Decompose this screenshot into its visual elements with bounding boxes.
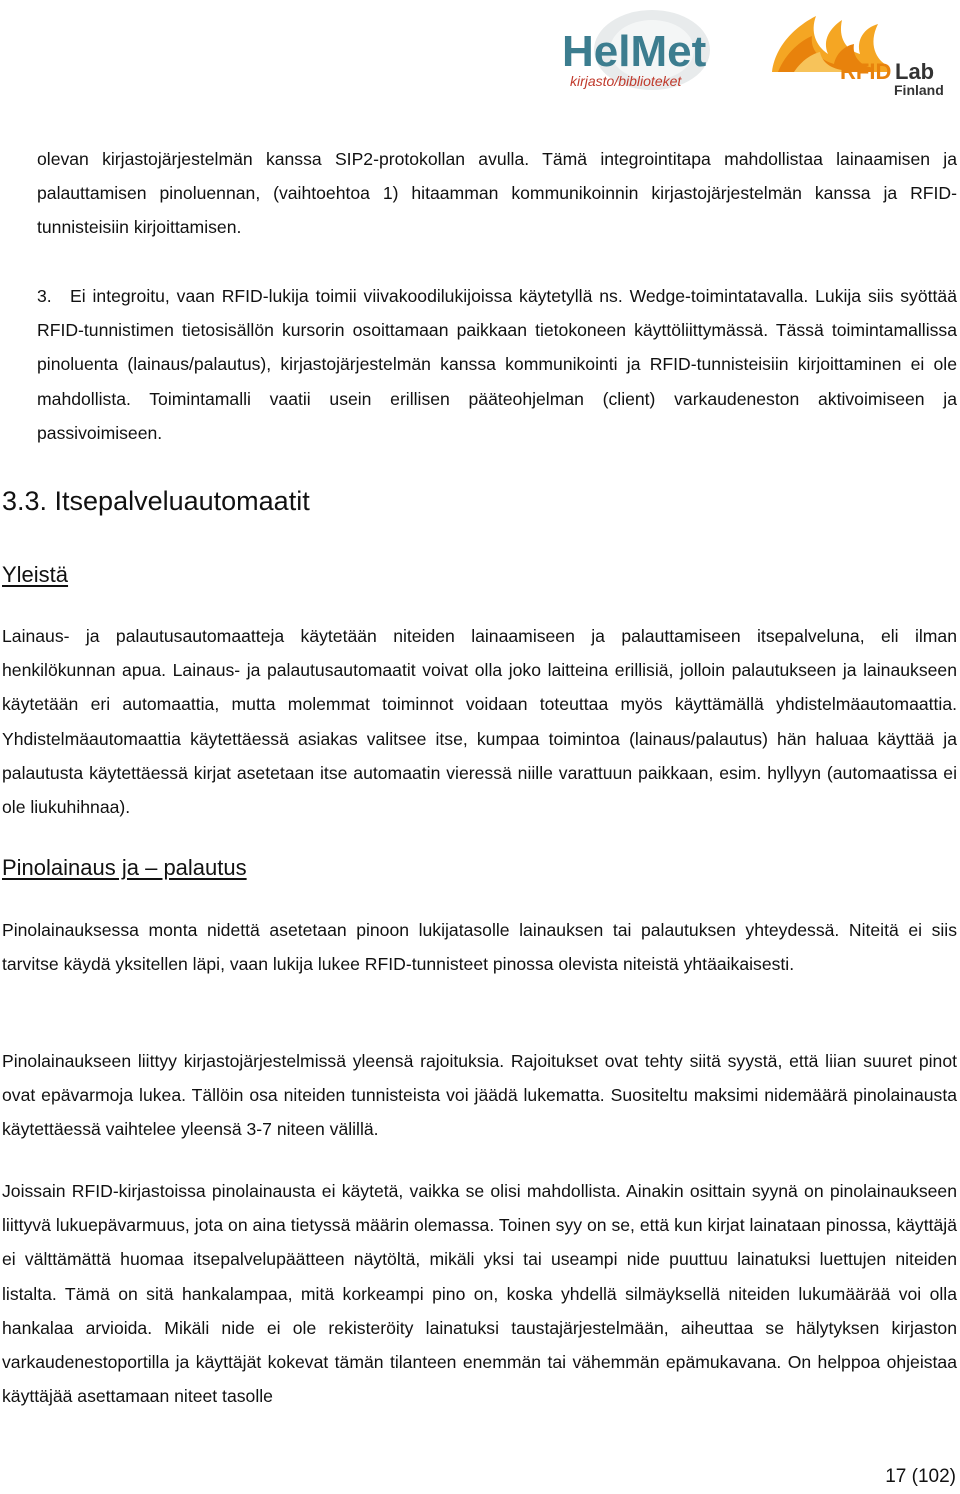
rfidlab-logo-lab: Lab xyxy=(895,59,935,84)
list-item-3 xyxy=(37,279,957,450)
helmet-logo-tagline: kirjasto/biblioteket xyxy=(570,73,682,89)
section-heading: 3.3. Itsepalveluautomaatit xyxy=(2,486,310,516)
subheading-stack-lending: Pinolainaus ja – palautus xyxy=(2,855,247,880)
list-item-3-number: 3. xyxy=(37,286,52,306)
stack-paragraph-1: Pinolainauksessa monta nidettä asetetaan pinoon lukijatasolle lainauksen tai palautuksen yhteydessä. Niteitä ei siis tarvitse käydä yksitellen läpi, vaan lukija lukee RFID-tunnisteet pinossa olevista niteistä yhtäaikaisesti. xyxy=(2,920,957,975)
stack-paragraph-3: Joissain RFID-kirjastoissa pinolainausta ei käytetä, vaikka se olisi mahdollista. Ainakin osittain syynä on pinolainaukseen liittyvä lukuepävarmuus, jota on aina tietyssä määrin olemassa. Toinen syy on se, että kun kirjat lainataan pinossa, käyttäjä ei välttämättä huomaa itsepalvelupäätteen näytöltä, mikäli yksi tai useampi nide puuttuu lainatuksi luettujen niteiden listalta. Tämä on sitä hankalampaa, mitä korkeampi pino on, koska yhdellä silmäyksellä niteiden lukumäärää voi olla hankalaa arvioida. Mikäli nide ei ole rekisteröity lainatuksi taustajärjestelmään, aiheuttaa se hälytyksen kirjaston varkaudenestoportilla ja käyttäjät kokevat tämän tilanteen enemmän tai vähemmän epämukavana. On helppoa ohjeistaa käyttäjää asettamaan niteet tasolle xyxy=(2,1181,957,1407)
rfidlab-logo-country: Finland xyxy=(894,82,944,98)
rfidlab-logo xyxy=(764,10,954,98)
continuation-paragraph: olevan kirjastojärjestelmän kanssa SIP2-protokollan avulla. Tämä integrointitapa mahdollistaa lainaamisen ja palauttamisen pinoluennan, (vaihtoehtoa 1) hitaamman kommunikoinnin kirjastojärjestelmän kanssa ja RFID-tunnisteisiin kirjoittamisen. xyxy=(37,149,957,238)
helmet-logo xyxy=(540,8,740,100)
rfidlab-logo-rfid: RFID xyxy=(840,59,892,84)
general-paragraph: Lainaus- ja palautusautomaatteja käytetään niteiden lainaamiseen ja palauttamiseen itsepalveluna, eli ilman henkilökunnan apua. Lainaus- ja palautusautomaatit voivat olla joko laitteina erillisiä, jolloin palautukseen ja lainaukseen käytetään eri automaattia, mutta molemmat toiminnot voidaan toteuttaa myös käyttämällä yhdistelmäautomaattia. Yhdistelmäautomaattia käytettäessä asiakas valitsee itse, kumpaa toimintoa (lainaus/palautus) hän haluaa käyttää ja palautusta käytettäessä kirjat asetetaan itse automaatin vieressä niille varattuun paikkaan, esim. hyllyyn (automaatissa ei ole liukuhihnaa). xyxy=(2,626,957,818)
subheading-general: Yleistä xyxy=(2,562,69,587)
list-item-3-text: Ei integroitu, vaan RFID-lukija toimii viivakoodilukijoissa käytetyllä ns. Wedge-toimintatavalla. Lukija siis syöttää RFID-tunnistimen tietosisällön kursorin osoittamaan paikkaan tietokoneen käyttöliittymässä. Tässä toimintamallissa pinoluenta (lainaus/palautus), kirjastojärjestelmän kanssa kommunikointi ja RFID-tunnisteisiin kirjoittaminen ei ole mahdollista. Toimintamalli vaatii usein erillisen pääteohjelman (client) varkaudeneston aktivoimiseen ja passivoimiseen. xyxy=(37,286,957,443)
helmet-logo-name: HelMet xyxy=(562,27,707,76)
stack-paragraph-2: Pinolainaukseen liittyy kirjastojärjestelmissä yleensä rajoituksia. Rajoitukset ovat tehty siitä syystä, että liian suuret pinot ovat epävarmoja lukea. Tällöin osa niteiden tunnisteista voi jäädä lukematta. Suositeltu maksimi nidemäärä pinolainausta käytettäessä vaihtelee yleensä 3-7 niteen välillä. xyxy=(2,1051,957,1140)
page-number: 17 (102) xyxy=(885,1466,956,1487)
